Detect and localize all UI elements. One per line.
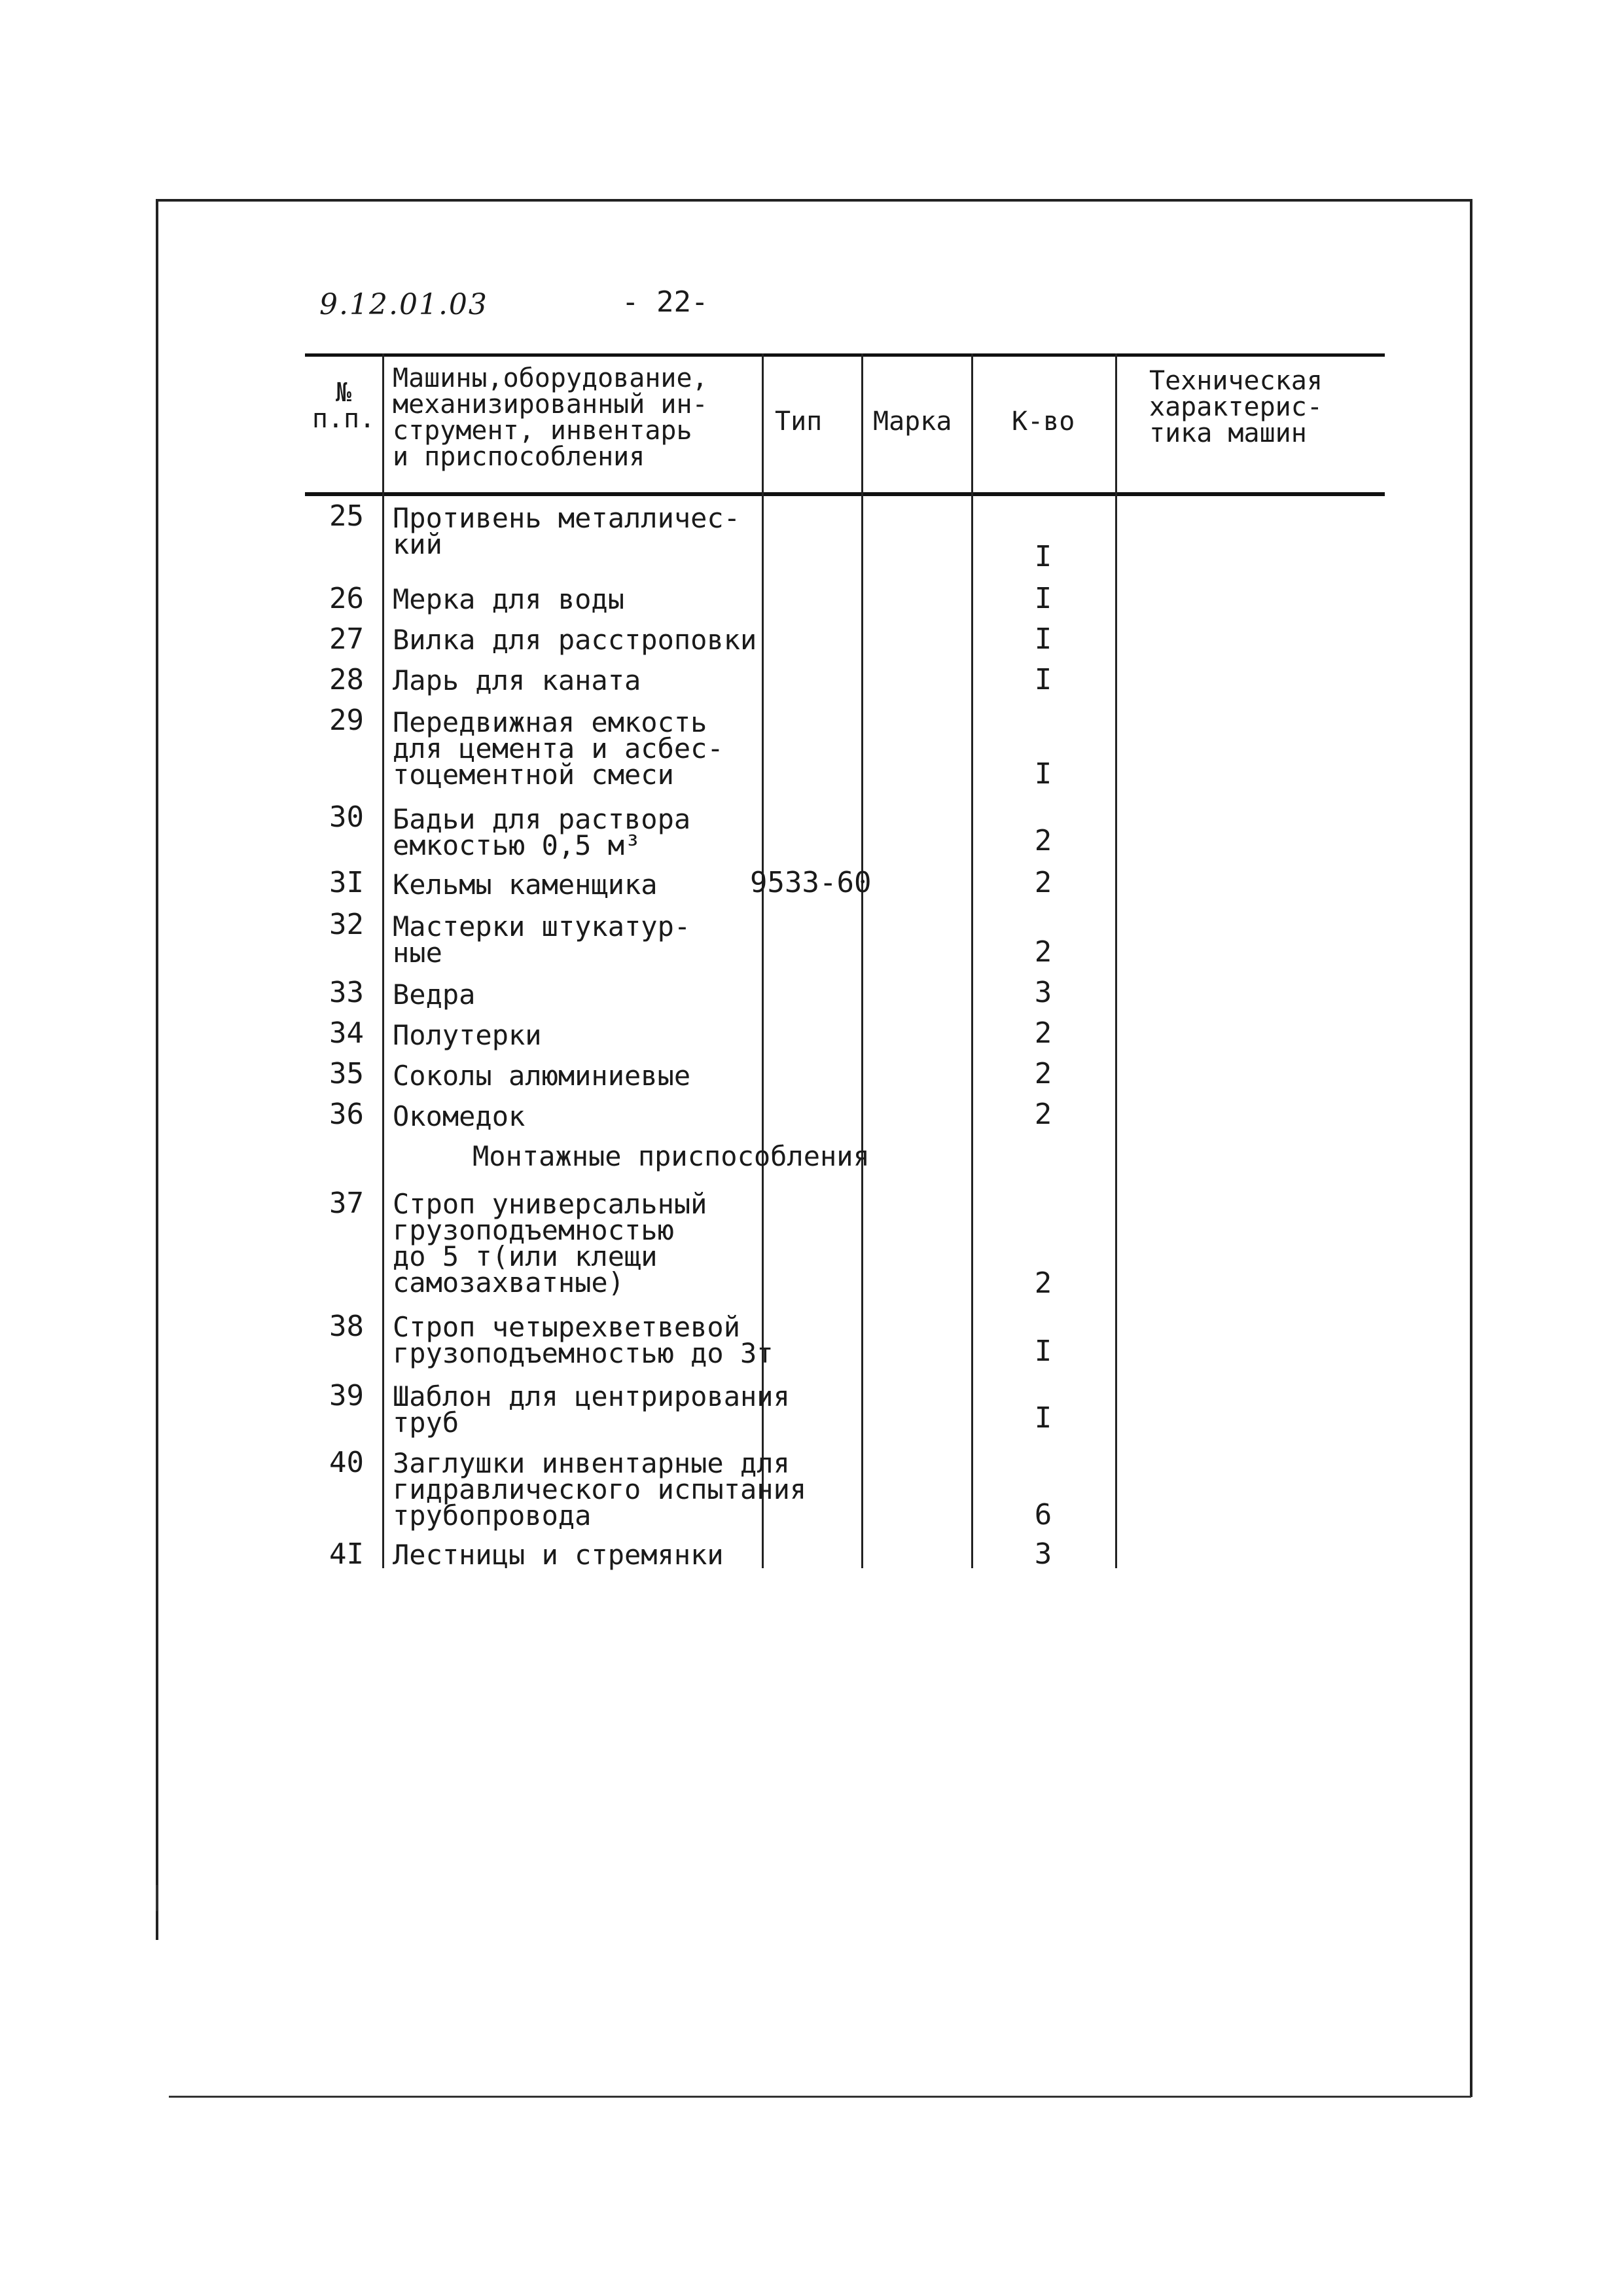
- header-name: Машины,оборудование, механизированный ин- струмент, инвентарь и приспособления: [393, 363, 708, 472]
- row-number: 34: [329, 1016, 364, 1050]
- row-number: 38: [329, 1310, 364, 1343]
- row-quantity: I: [1034, 663, 1052, 696]
- row-name: Окомедок: [393, 1100, 526, 1132]
- row-number: 36: [329, 1098, 364, 1131]
- row-number: 29: [329, 704, 364, 737]
- frame-right-line: [1470, 199, 1472, 2097]
- row-quantity: 3: [1034, 1537, 1052, 1571]
- page-number: - 22-: [622, 285, 709, 319]
- row-quantity: I: [1034, 540, 1052, 573]
- row-name: Кельмы каменщика: [393, 869, 658, 901]
- row-quantity: I: [1034, 582, 1052, 615]
- row-quantity: 6: [1034, 1498, 1052, 1532]
- table-header-rule: [305, 492, 1385, 496]
- row-number: 32: [329, 908, 364, 941]
- header-quantity: К-во: [1012, 406, 1075, 437]
- header-specs: Техническая характерис- тика машин: [1149, 366, 1323, 448]
- row-number: 39: [329, 1379, 364, 1412]
- row-quantity: I: [1034, 757, 1052, 791]
- section-heading: Монтажные приспособления: [473, 1140, 870, 1172]
- row-quantity: I: [1034, 1335, 1052, 1368]
- row-number: 28: [329, 663, 364, 696]
- row-number: 37: [329, 1187, 364, 1220]
- row-number: 33: [329, 976, 364, 1009]
- row-quantity: 2: [1034, 866, 1052, 899]
- header-type: Тип: [775, 406, 823, 437]
- row-name: Заглушки инвентарные для гидравлического испытания трубопровода: [393, 1447, 807, 1532]
- row-name: Противень металличес- кий: [393, 502, 741, 560]
- row-number: 25: [329, 499, 364, 533]
- row-type: 9533-60: [750, 866, 872, 899]
- row-quantity: 2: [1034, 935, 1052, 969]
- row-number: 35: [329, 1057, 364, 1090]
- row-number: 4I: [329, 1537, 364, 1571]
- row-quantity: 2: [1034, 824, 1052, 857]
- row-quantity: I: [1034, 1401, 1052, 1435]
- row-name: Лестницы и стремянки: [393, 1539, 724, 1571]
- row-name: Строп универсальный грузоподъемностью до 5 т(или клещи самозахватные): [393, 1188, 707, 1299]
- row-name: Шаблон для центрирования труб: [393, 1380, 790, 1439]
- frame-bottom-line: [169, 2096, 1471, 2098]
- row-quantity: 3: [1034, 976, 1052, 1009]
- row-name: Ведра: [393, 978, 476, 1011]
- row-quantity: 2: [1034, 1016, 1052, 1050]
- row-number: 30: [329, 800, 364, 834]
- frame-left-line: [156, 199, 158, 1940]
- row-number: 27: [329, 622, 364, 656]
- frame-left-stub: [156, 1885, 158, 1911]
- row-quantity: I: [1034, 622, 1052, 656]
- row-name: Полутерки: [393, 1019, 542, 1051]
- document-code: 9.12.01.03: [319, 288, 488, 321]
- row-name: Вилка для расстроповки: [393, 624, 757, 656]
- row-number: 3I: [329, 866, 364, 899]
- row-name: Передвижная емкость для цемента и асбес- тоцементной смеси: [393, 706, 724, 791]
- row-name: Мерка для воды: [393, 583, 625, 615]
- row-name: Ларь для каната: [393, 664, 641, 696]
- row-name: Соколы алюминиевые: [393, 1060, 691, 1092]
- row-number: 26: [329, 582, 364, 615]
- header-brand: Марка: [873, 406, 952, 437]
- column-divider: [1115, 353, 1117, 1568]
- column-divider: [861, 353, 863, 1568]
- row-quantity: 2: [1034, 1266, 1052, 1300]
- row-quantity: 2: [1034, 1057, 1052, 1090]
- row-quantity: 2: [1034, 1098, 1052, 1131]
- row-number: 40: [329, 1446, 364, 1479]
- row-name: Строп четырехветвевой грузоподъемностью до 3т: [393, 1311, 774, 1369]
- frame-top-line: [156, 199, 1471, 202]
- header-number: № п.п.: [312, 378, 376, 434]
- table-top-rule: [305, 353, 1385, 357]
- column-divider: [382, 353, 384, 1568]
- row-name: Мастерки штукатур- ные: [393, 910, 691, 969]
- row-name: Бадьи для раствора емкостью 0,5 м³: [393, 803, 691, 861]
- column-divider: [971, 353, 973, 1568]
